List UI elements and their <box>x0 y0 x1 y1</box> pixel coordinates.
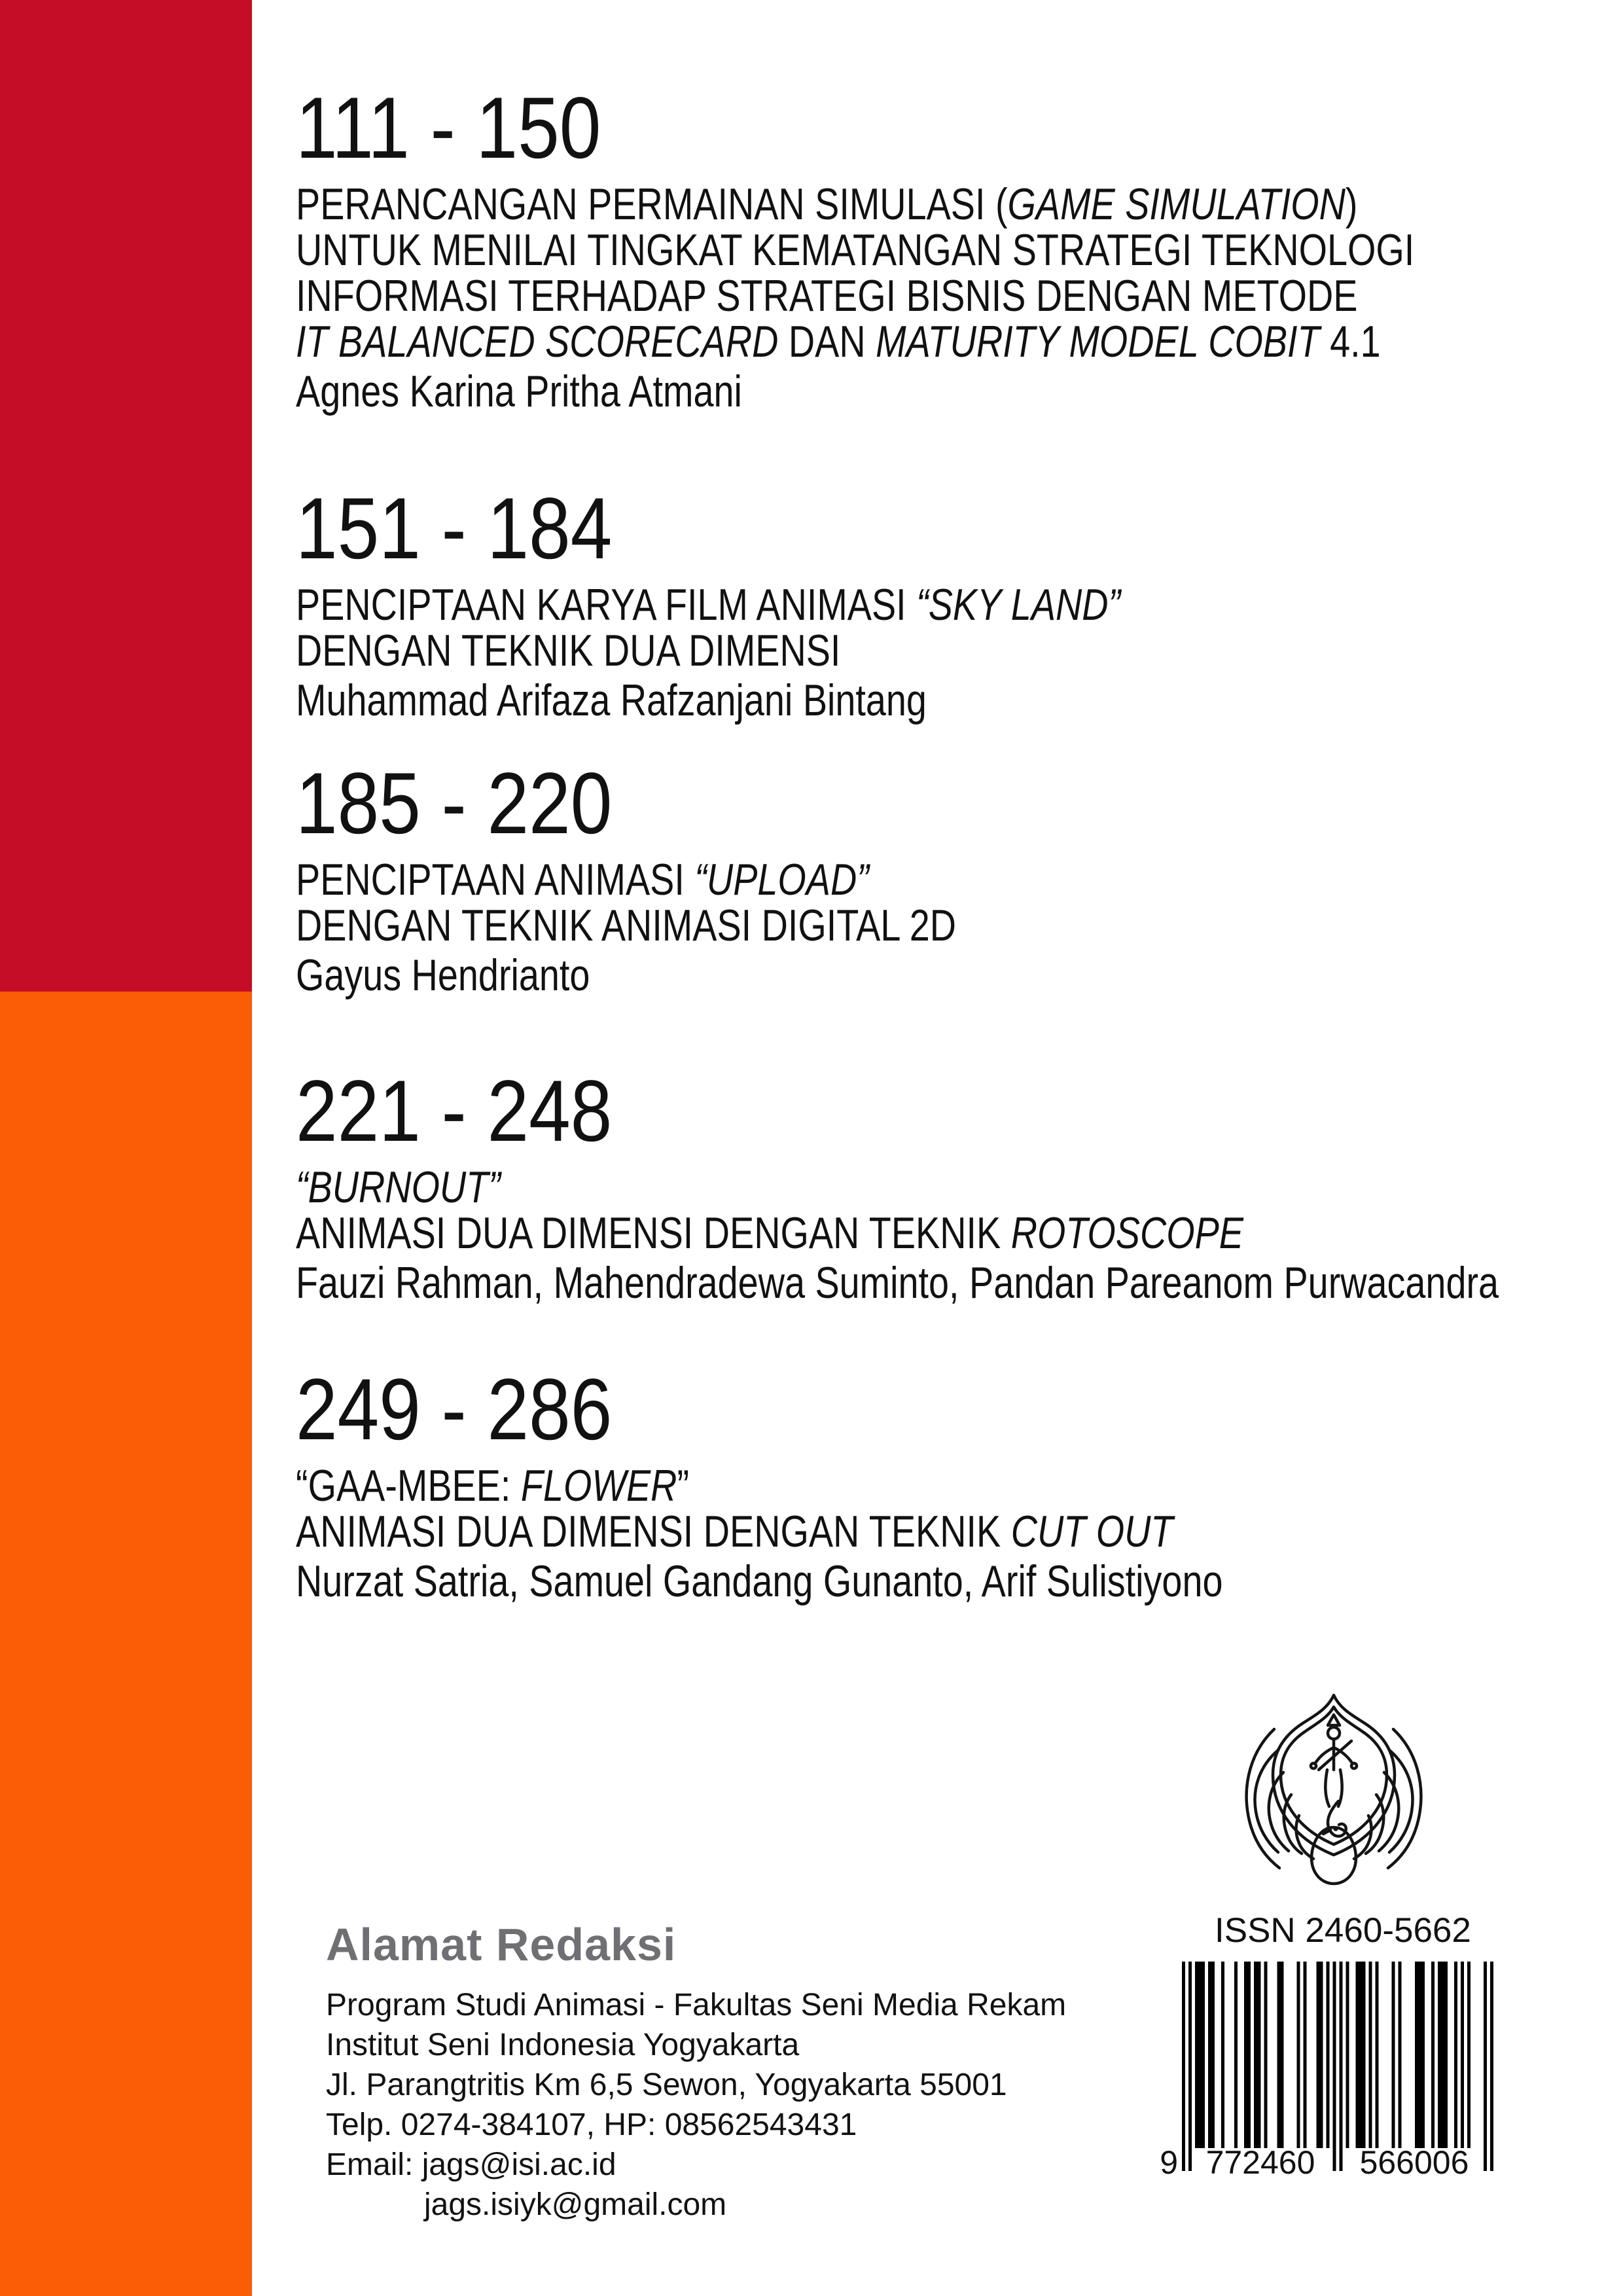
address-line: Telp. 0274-384107, HP: 08562543431 <box>326 2108 857 2142</box>
page-range: 185 - 220 <box>296 755 613 852</box>
article-title <box>296 1164 1623 1256</box>
article-title <box>296 1463 1426 1554</box>
address-line: Program Studi Animasi - Fakultas Seni Media Rekam <box>326 1988 1067 2022</box>
ean13-barcode <box>1182 1962 1493 2171</box>
article-title-line <box>296 1210 1499 1256</box>
title-segment: UNTUK MENILAI TINGKAT KEMATANGAN STRATEGI TEKNOLOGI <box>296 225 1415 275</box>
article-title <box>296 857 1101 948</box>
title-segment: “GAA-MBEE: <box>296 1461 521 1511</box>
page-range: 111 - 150 <box>296 80 601 177</box>
address-line: Institut Seni Indonesia Yogyakarta <box>326 2028 800 2062</box>
address-line: jags.isiyk@gmail.com <box>424 2187 727 2222</box>
page-range: 249 - 286 <box>296 1361 613 1458</box>
title-segment-italic: “BURNOUT” <box>296 1162 501 1212</box>
title-segment-italic: FLOWER <box>520 1461 677 1511</box>
toc-section <box>296 755 1101 1000</box>
title-segment: 4.1 <box>1319 317 1381 367</box>
title-segment-italic: CUT OUT <box>1010 1507 1173 1556</box>
article-title-line <box>296 1164 1499 1210</box>
left-red-bar <box>0 0 252 992</box>
title-segment: DENGAN TEKNIK DUA DIMENSI <box>296 626 841 675</box>
article-authors: Gayus Hendrianto <box>296 950 590 1000</box>
title-segment-italic: IT BALANCED SCORECARD <box>296 317 779 367</box>
barcode-digit-group1: 772460 <box>1205 2144 1315 2181</box>
title-segment-italic: MATURITY MODEL COBIT <box>876 317 1320 367</box>
article-title-line <box>296 903 956 948</box>
page-range: 151 - 184 <box>296 480 613 577</box>
barcode-digit-group2: 566006 <box>1359 2144 1469 2181</box>
title-segment: INFORMASI TERHADAP STRATEGI BISNIS DENGAN METODE <box>296 271 1358 321</box>
title-segment-italic: GAME SIMULATION <box>1007 179 1346 229</box>
title-segment: PERANCANGAN PERMAINAN SIMULASI ( <box>296 179 1008 229</box>
article-authors: Agnes Karina Pritha Atmani <box>296 367 742 416</box>
address-heading: Alamat Redaksi <box>326 1919 677 1970</box>
article-title-line <box>296 628 1120 673</box>
toc-section <box>296 1361 1426 1606</box>
article-title-line <box>296 857 956 903</box>
article-title-line <box>296 227 1414 273</box>
article-authors: Muhammad Arifaza Rafzanjani Bintang <box>296 675 927 725</box>
editorial-address-block <box>326 1921 1066 2225</box>
title-segment: PENCIPTAAN KARYA FILM ANIMASI <box>296 580 917 630</box>
article-title-line <box>296 1509 1222 1554</box>
title-segment-italic: ROTOSCOPE <box>1010 1208 1243 1258</box>
article-title-line <box>296 319 1414 365</box>
address-line: Email: jags@isi.ac.id <box>326 2147 616 2182</box>
title-segment: PENCIPTAAN ANIMASI <box>296 855 695 905</box>
title-segment-italic: “UPLOAD” <box>694 855 869 905</box>
toc-section <box>296 480 1302 725</box>
article-title-line <box>296 273 1414 319</box>
title-segment: ANIMASI DUA DIMENSI DENGAN TEKNIK <box>296 1507 1011 1556</box>
title-segment: ) <box>1345 179 1358 229</box>
title-segment-italic: “SKY LAND” <box>916 580 1121 630</box>
article-authors: Fauzi Rahman, Mahendradewa Suminto, Pandan Pareanom Purwacandra <box>296 1258 1499 1308</box>
barcode-digit-left: 9 <box>1160 2144 1178 2181</box>
article-title-line <box>296 181 1414 227</box>
page-range: 221 - 248 <box>296 1063 613 1160</box>
title-segment: ANIMASI DUA DIMENSI DENGAN TEKNIK <box>296 1208 1011 1258</box>
article-title-line <box>296 582 1120 628</box>
toc-section <box>296 80 1623 416</box>
title-segment: ” <box>677 1461 690 1511</box>
isi-logo-emblem <box>1240 1687 1427 1889</box>
article-title-line <box>296 1463 1222 1509</box>
address-lines <box>326 1985 1066 2225</box>
issn-label: ISSN 2460-5662 <box>1215 1911 1471 1950</box>
address-line: Jl. Parangtritis Km 6,5 Sewon, Yogyakarta 55001 <box>326 2068 1007 2102</box>
title-segment: DAN <box>778 317 876 367</box>
article-authors: Nurzat Satria, Samuel Gandang Gunanto, Arif Sulistiyono <box>296 1556 1223 1606</box>
title-segment: DENGAN TEKNIK ANIMASI DIGITAL 2D <box>296 901 957 950</box>
toc-section <box>296 1063 1623 1308</box>
left-orange-bar <box>0 992 252 2296</box>
article-title <box>296 181 1623 365</box>
article-title <box>296 582 1302 673</box>
